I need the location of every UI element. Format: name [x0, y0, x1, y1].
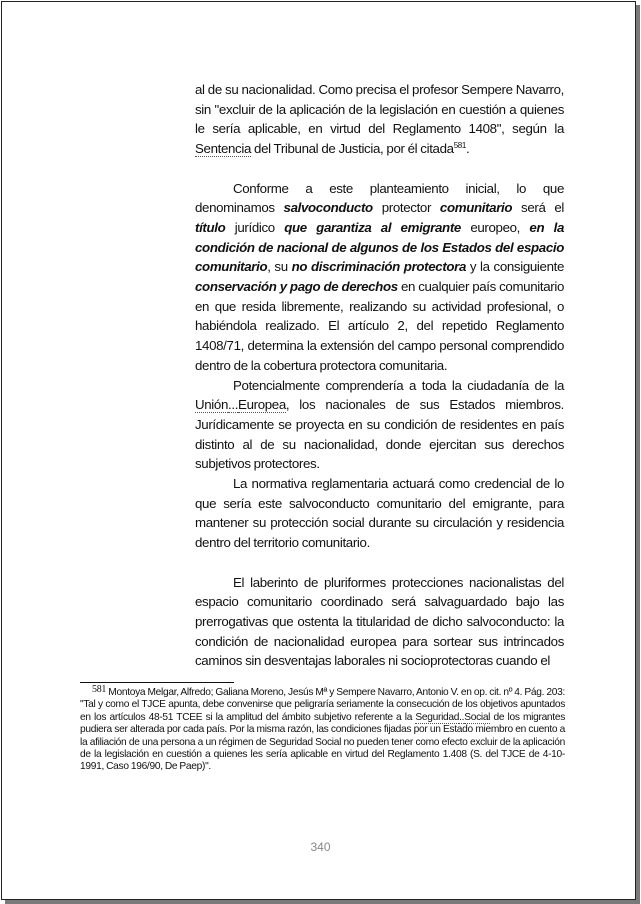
footnote [80, 684, 565, 774]
text-segment: Europea [238, 397, 286, 413]
text-segment: , su [267, 259, 292, 275]
text-segment: Sentencia [195, 141, 251, 157]
text-segment: al de su nacionalidad. Como precisa el profesor Sempere Navarro, sin "excluir de la aplicación de la legislación en cuestión a quienes le sería aplicable, en virtud del Reglamento 1408", según la [195, 82, 564, 137]
text-segment: conservación y pago de derechos [195, 279, 398, 295]
footnote-text [80, 687, 565, 772]
text-segment: comunitario [439, 200, 513, 216]
text-segment: ... [228, 397, 239, 413]
body-text [195, 80, 564, 671]
text-segment: Unión [195, 397, 228, 413]
paragraph-4 [195, 474, 564, 553]
text-segment: en la condición de nacional de algunos de los Estados del espacio comunitario [195, 219, 564, 275]
document-page [1, 1, 636, 900]
footnote-text-segment: Seguridad [415, 711, 460, 723]
text-segment: no discriminación protectora [291, 259, 467, 275]
footnote-number: 581 [92, 684, 107, 695]
paragraph-3 [195, 376, 564, 475]
paragraph-2 [195, 179, 564, 376]
footnote-separator [80, 682, 234, 683]
text-segment: del Tribunal de Justicia, por él citada [251, 141, 454, 157]
text-segment: en cualquier país comunitario en que resida libremente, realizando su actividad profesional, o habiéndola realizado. El artículo 2, del repetido Reglamento 1408/71, determina la extensión del campo personal comprendido dentro de la cobertura protectora comunitaria. [195, 279, 564, 373]
paragraph-5 [195, 573, 564, 672]
text-segment: que garantiza al emigrante [284, 219, 461, 235]
text-segment: La normativa reglamentaria actuará como credencial de lo que sería este salvoconducto comunitario del emigrante, para mantener su protección social durante su circulación y residencia dentro del territorio comunitario. [195, 476, 564, 551]
page-number: 340 [310, 840, 331, 854]
text-segment: Conforme a este planteamiento inicial, lo que denominamos [195, 180, 564, 216]
text-segment: jurídico [225, 219, 285, 235]
text-segment: . [466, 141, 470, 157]
text-segment: título [195, 219, 226, 235]
text-segment: El laberinto de pluriformes protecciones nacionalistas del espacio comunitario coordinado será salvaguardado bajo las prerrogativas que ostenta la titularidad de dicho salvoconducto: la condición de nacionalidad europea para sortear sus intrincados caminos sin desventajas laborales ni socioprotectoras cuando el [195, 574, 564, 669]
text-segment: , los nacionales de sus Estados miembros. Jurídicamente se proyecta en su condición de residentes en país distinto al de su nacionalidad, donde ejercitan sus derechos subjetivos protectores. [195, 397, 564, 472]
footnote-text-segment: Montoya Melgar, Alfredo; Galiana Moreno, Jesús Mª y Sempere Navarro, Antonio V. en op. cit. nº 4. Pág. 203: "Tal y como el TJCE apunta, debe convenirse que peligraría seriamente la consecución de los objetivos apuntados en los artículos 48-51 TCEE si la amplitud del ámbito subjetivo referente a la [80, 687, 565, 723]
paragraph-1 [195, 80, 564, 159]
footnote-text-segment: Social [464, 711, 491, 723]
text-segment: y la consiguiente [466, 259, 564, 275]
text-segment: europeo, [460, 219, 530, 235]
text-segment: protector [372, 200, 440, 216]
text-segment: salvoconducto [283, 200, 373, 216]
footnote-reference: 581 [453, 141, 466, 151]
footnote-text-segment: .. [459, 711, 465, 723]
text-segment: Potencialmente comprendería a toda la ciudadanía de la [233, 377, 564, 393]
text-segment: será el [512, 200, 564, 216]
footnote-text-segment: de los migrantes pudiera ser alterada por cada país. Por la misma razón, las condiciones fijadas por un Estado miembro en cuento a la afiliación de una persona a un régimen de Seguridad Social no pueden tener como efecto excluir de la aplicación de la legislación en cuestión a quienes les sería aplicable en virtud del Reglamento 1.408 (S. del TJCE de 4-10-1991, Caso 196/90, De Paep)". [80, 711, 565, 773]
